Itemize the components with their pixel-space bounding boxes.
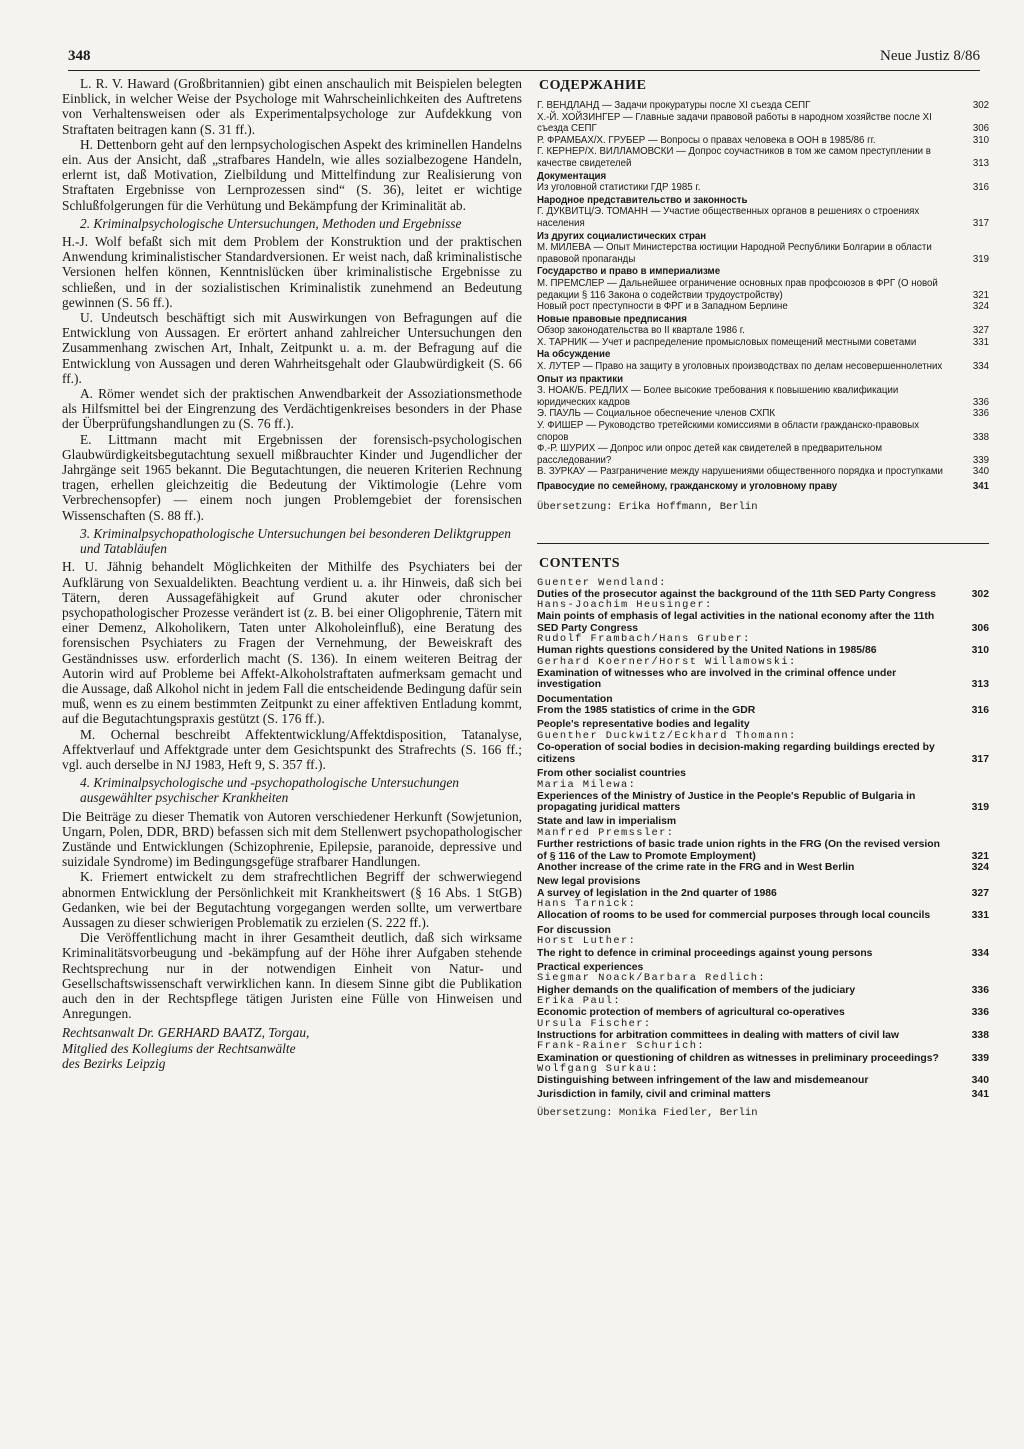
toc-entry-page: 340 xyxy=(971,1075,989,1087)
toc-entry-page: 336 xyxy=(971,1007,989,1019)
toc-entry-title: Allocation of rooms to be used for commercial purposes through local councils xyxy=(537,910,931,922)
toc-category: Practical experiences xyxy=(537,961,644,973)
toc-entry-page: 313 xyxy=(971,679,989,691)
toc-entry xyxy=(537,611,989,634)
section-heading-4: 4. Kriminalpsychologische und -psychopathologische Untersuchungen ausgewählter psychischer Krankheiten xyxy=(80,775,459,806)
toc-entry-page: 339 xyxy=(972,454,989,466)
toc-entry xyxy=(537,791,989,814)
toc-entry xyxy=(537,361,989,373)
toc-entry-page: 324 xyxy=(972,301,989,313)
toc-author: Wolfgang Surkau: xyxy=(537,1062,660,1075)
toc-entry xyxy=(537,182,989,194)
toc-category: Государство и право в империализме xyxy=(537,266,721,278)
toc-entry xyxy=(537,408,989,420)
toc-entry xyxy=(537,206,989,229)
toc-category: For discussion xyxy=(537,924,611,936)
toc-entry xyxy=(537,112,989,135)
toc-entry-page: 338 xyxy=(972,431,989,443)
toc-entry-title: The right to defence in criminal proceedings against young persons xyxy=(537,947,873,959)
toc-entry xyxy=(537,301,989,313)
paragraph: L. R. V. Haward (Großbritannien) gibt einen anschaulich mit Beispielen belegten Einblick, in welcher Weise der Psychologe mit Wahrscheinlichkeiten des Auftretens von Verhaltensweisen oder als Experimentalpsychologe zur Aufdekkung von Straftaten beitragen kann (S. 31 ff.). xyxy=(62,76,522,137)
toc-entry xyxy=(537,668,989,691)
toc-entry-title: Х. ТАРНИК — Учет и распределение промысловых помещений местными советами xyxy=(537,336,917,348)
section-1-body xyxy=(62,76,522,213)
toc-entry-page: 340 xyxy=(972,466,989,478)
toc-entry xyxy=(537,742,989,765)
toc-entry-page: 316 xyxy=(972,182,989,194)
toc-entry-title: Another increase of the crime rate in the FRG and in West Berlin xyxy=(537,861,855,873)
toc-entry-title: Ф.-Р. ШУРИХ — Допрос или опрос детей как свидетелей в предварительном расследовании? xyxy=(537,443,882,466)
toc-entry xyxy=(537,1007,989,1018)
paragraph: H.-J. Wolf befaßt sich mit dem Problem der Konstruktion und der praktischen Anwendung kriminalistischer Standardversionen. Er weist nach, daß kriminalistische Versionen helfen können, Kenntnislücken über kriminalistische Ergebnisse zu schließen, und in der sozialistischen Kriminalistik zunehmend an Bedeutung gewinnen (S. 56 ff.). xyxy=(62,234,522,310)
toc-entry xyxy=(537,481,989,493)
toc-entry-title: Examination of witnesses who are involved in the criminal offence under investigation xyxy=(537,667,897,691)
toc-entry-page: 336 xyxy=(972,396,989,408)
toc-entry-title: Further restrictions of basic trade union rights in the FRG (On the revised version of § 116 of the Law to Promote Employment) xyxy=(537,839,940,862)
toc-entry-page: 336 xyxy=(972,408,989,420)
toc-entry-page: 336 xyxy=(971,984,989,996)
toc-entry-title: From the 1985 statistics of crime in the GDR xyxy=(537,705,756,717)
toc-category: Документация xyxy=(537,170,607,182)
journal-title: Neue Justiz 8/86 xyxy=(880,48,980,64)
toc-entry-title: Обзор законодательства во II квартале 1986 г. xyxy=(537,325,745,337)
toc-category: На обсуждение xyxy=(537,349,611,361)
toc-entry xyxy=(537,862,989,873)
section-3-body xyxy=(62,559,522,772)
toc-category: Из других социалистических стран xyxy=(537,230,707,242)
toc-entry-title: A survey of legislation in the 2nd quarter of 1986 xyxy=(537,887,777,899)
toc-entry-page: 310 xyxy=(971,645,989,657)
paragraph: U. Undeutsch beschäftigt sich mit Auswirkungen von Befragungen auf die Entwicklung von Aussagen. Er erörtert anhand zahlreicher Untersuchungen den Zusammenhang zwischen Art, Inhalt, Zeitpunkt u. a. m. der Befragung auf die Entwicklung von Aussagen und deren Wahrheitsgehalt oder Glaubwürdigkeit (S. 66 ff.). xyxy=(62,310,522,386)
toc-entry-page: 327 xyxy=(971,887,989,899)
toc-entry xyxy=(537,705,989,716)
toc-author: Guenther Duckwitz/Eckhard Thomann: xyxy=(537,730,797,743)
toc-entry-title: Из уголовной статистики ГДР 1985 г. xyxy=(537,182,701,194)
toc-ru-translation: Übersetzung: Erika Hoffmann, Berlin xyxy=(537,500,758,513)
toc-author: Hans-Joachim Heusinger: xyxy=(537,599,713,612)
author-signature xyxy=(62,1025,522,1071)
toc-entry-page: 324 xyxy=(971,861,989,873)
toc-entry-page: 319 xyxy=(972,253,989,265)
toc-author: Guenter Wendland: xyxy=(537,576,667,589)
toc-category: Народное представительство и законность xyxy=(537,194,748,206)
toc-entry-page: 327 xyxy=(972,325,989,337)
toc-author: Hans Tarnick: xyxy=(537,898,637,911)
toc-entry-title: Main points of emphasis of legal activities in the national economy after the 11th SED Party Congress xyxy=(537,611,935,634)
toc-entry-title: Х. ЛУТЕР — Право на защиту в уголовных производствах по делам несовершеннолетних xyxy=(537,361,943,373)
toc-entry-page: 321 xyxy=(971,850,989,862)
toc-author: Erika Paul: xyxy=(537,995,621,1008)
toc-entry-title: З. НОАК/Б. РЕДЛИХ — Более высокие требования к повышению квалификации юридических кадров xyxy=(537,385,899,408)
toc-entry xyxy=(537,466,989,478)
toc-entry-title: В. ЗУРКАУ — Разграничение между нарушениями общественного порядка и проступками xyxy=(537,466,943,478)
toc-en-translation: Übersetzung: Monika Fiedler, Berlin xyxy=(537,1106,758,1119)
toc-entry xyxy=(537,420,989,443)
toc-author: Horst Luther: xyxy=(537,935,637,948)
toc-entry xyxy=(537,325,989,337)
toc-entry-page: 302 xyxy=(971,588,989,600)
toc-entry-title: Duties of the prosecutor against the background of the 11th SED Party Congress xyxy=(537,588,936,600)
section-divider xyxy=(537,543,989,544)
toc-entry xyxy=(537,135,989,147)
signature-line: Mitglied des Kollegiums der Rechtsanwälte xyxy=(62,1040,296,1056)
toc-en-title: CONTENTS xyxy=(539,555,621,571)
toc-author: Siegmar Noack/Barbara Redlich: xyxy=(537,972,767,985)
toc-entry-page: 331 xyxy=(972,336,989,348)
toc-entry-page: 341 xyxy=(972,481,989,492)
section-4-body xyxy=(62,809,522,1022)
paragraph: K. Friemert entwickelt zu dem strafrechtlichen Begriff der schwerwiegend abnormen Entwicklung der Persönlichkeit mit Krankheitswert (§ 16 Abs. 1 StGB) Gedanken, wie bei der Begutachtung vorgegangen werden sollte, um verwertbare Aussagen zu dieser schwierigen Problematik zu erzielen (S. 222 ff.). xyxy=(62,869,522,930)
toc-entry-page: 319 xyxy=(971,802,989,814)
toc-category: Опыт из практики xyxy=(537,373,624,385)
section-heading-3: 3. Kriminalpsychopathologische Untersuchungen bei besonderen Deliktgruppen und Tatabläufen xyxy=(80,525,511,557)
toc-entry-title: Э. ПАУЛЬ — Социальное обеспечение членов СХПК xyxy=(537,408,776,420)
toc-entry-page: 317 xyxy=(972,217,989,229)
toc-author: Maria Milewa: xyxy=(537,778,637,791)
toc-entry xyxy=(537,645,989,656)
toc-entry-page: 339 xyxy=(971,1052,989,1064)
toc-entry-title: Г. ДУКВИТЦ/Э. ТОМАНН — Участие общественных органов в решениях о строениях населения xyxy=(537,206,920,229)
toc-category: Documentation xyxy=(537,693,613,705)
page-number: 348 xyxy=(68,48,91,64)
toc-entry-title: Economic protection of members of agricultural co-operatives xyxy=(537,1007,845,1019)
toc-entry xyxy=(537,948,989,959)
toc-entry-page: 306 xyxy=(971,622,989,634)
paragraph: H. Dettenborn geht auf den lernpsychologischen Aspekt des kriminellen Handelns ein. Aus der Ansicht, daß „strafbares Handeln, wie alles sozialbezogene Handeln, erlernt ist, daß Motivation, Zielbildung und Mittelfindung zur Realisierung von Straftaten Ergebnisse von Lernprozessen sind“ (S. 36), leitet er wichtige Schlußfolgerungen für die Verhütung und Bekämpfung der Kriminalität ab. xyxy=(62,136,522,213)
toc-entry-title: М. ПРЕМСЛЕР — Дальнейшее ограничение основных прав профсоюзов в ФРГ (О новой редакции § 116 Закона о содействии трудоустройству) xyxy=(537,277,938,301)
toc-en-list xyxy=(537,578,989,1101)
toc-category: People's representative bodies and legality xyxy=(537,719,750,731)
toc-entry xyxy=(537,839,989,862)
article-column xyxy=(62,76,522,1071)
toc-ru-title: СОДЕРЖАНИЕ xyxy=(539,78,647,93)
paragraph: Die Veröffentlichung macht in ihrer Gesamtheit deutlich, daß sich wirksame Kriminalitätsvorbeugung und -bekämpfung auf der Höhe ihrer Aufgaben stehende Rechtsprechung nur in der notwendigen Einheit von Natur- und Gesellschaftswissenschaft verwirklichen kann. In diesem Sinne gibt die Publikation auch den in der Rechtspflege tätigen Juristen eine Fülle von Hinweisen und Anregungen. xyxy=(62,930,522,1022)
toc-entry xyxy=(537,1075,989,1086)
toc-entry-title: Г. ВЕНДЛАНД — Задачи прокуратуры после XI съезда СЕПГ xyxy=(537,100,811,111)
toc-entry xyxy=(537,1089,989,1100)
toc-category: From other socialist countries xyxy=(537,767,686,779)
toc-entry-page: 338 xyxy=(971,1029,989,1041)
toc-entry-title: Правосудие по семейному, гражданскому и уголовному праву xyxy=(537,481,838,492)
toc-entry-title: Distinguishing between infringement of the law and misdemeanour xyxy=(537,1075,869,1087)
toc-author: Gerhard Koerner/Horst Willamowski: xyxy=(537,655,797,668)
toc-entry-title: Co-operation of social bodies in decision-making regarding buildings erected by citizens xyxy=(537,742,935,765)
toc-entry xyxy=(537,278,989,301)
toc-entry xyxy=(537,146,989,169)
contents-column xyxy=(537,76,989,1119)
toc-author: Manfred Premssler: xyxy=(537,827,675,840)
toc-entry-title: Higher demands on the qualification of members of the judiciary xyxy=(537,984,856,996)
toc-entry-page: 316 xyxy=(971,705,989,717)
toc-entry xyxy=(537,910,989,921)
toc-entry xyxy=(537,337,989,349)
paragraph: E. Littmann macht mit Ergebnissen der forensisch-psychologischen Glaubwürdigkeitsbegutachtung sexuell mißbrauchter Kinder und Jugendlicher der Jahrgänge seit 1965 bekannt. Die Begutachtungen, die neueren Kriterien Rechnung tragen, erhellen gleichzeitig die Bedeutung der Viktimologie (Lehre vom Verbrechensopfer) — einem noch jungen Problemgebiet der forensischen Wissenschaften (S. 88 ff.). xyxy=(62,431,522,523)
toc-entry-title: Examination or questioning of children as witnesses in preliminary proceedings? xyxy=(537,1052,939,1064)
toc-author: Rudolf Frambach/Hans Gruber: xyxy=(537,633,751,646)
toc-entry-title: Г. КЕРНЕР/Х. ВИЛЛАМОВСКИ — Допрос соучастников в том же самом преступлении в качестве свидетелей xyxy=(537,146,931,169)
toc-entry xyxy=(537,443,989,466)
toc-entry-page: 334 xyxy=(972,361,989,373)
paragraph: Die Beiträge zu dieser Thematik von Autoren verschiedener Herkunft (Sowjetunion, Ungarn, Polen, DDR, BRD) befassen sich mit dem Stellenwert psychopathologischer Zustände und Entwicklungen (Schizophrenie, Epilepsie, paranoide, depressive und suizidale Syndrome) im Bedingungsgefüge strafbarer Handlungen. xyxy=(62,808,522,870)
section-2-body xyxy=(62,234,522,523)
toc-category: New legal provisions xyxy=(537,876,641,888)
signature-line: Rechtsanwalt Dr. GERHARD BAATZ, Torgau, xyxy=(62,1025,310,1041)
toc-entry xyxy=(537,242,989,265)
paragraph: M. Ochernal beschreibt Affektentwicklung/Affektdisposition, Tatanalyse, Affektverlauf und Affektgrade unter dem Gesichtspunkt des Strafrechts (S. 166 ff.; vgl. auch derselbe in NJ 1983, Heft 9, S. 357 ff.). xyxy=(62,726,522,772)
toc-entry-title: Jurisdiction in family, civil and criminal matters xyxy=(537,1089,771,1101)
toc-entry-page: 321 xyxy=(972,289,989,301)
toc-entry xyxy=(537,385,989,408)
toc-entry-title: Новый рост преступности в ФРГ и в Западном Берлине xyxy=(537,301,788,313)
paragraph: A. Römer wendet sich der praktischen Anwendbarkeit der Assoziationsmethode als Hilfsmittel bei der Eingrenzung des Verdächtigenkreises besonders in der Phase der Überprüfungshandlungen zu (S. 76 ff.). xyxy=(62,386,522,432)
toc-category: State and law in imperialism xyxy=(537,816,677,828)
toc-entry-title: Experiences of the Ministry of Justice in the People's Republic of Bulgaria in propagating juridical matters xyxy=(537,790,916,814)
toc-entry-page: 306 xyxy=(972,123,989,135)
toc-author: Frank-Rainer Schurich: xyxy=(537,1040,705,1053)
toc-entry-title: Instructions for arbitration committees in dealing with matters of civil law xyxy=(537,1029,900,1041)
toc-entry-title: М. МИЛЕВА — Опыт Министерства юстиции Народной Республики Болгарии в области правовой пропаганды xyxy=(537,242,932,265)
section-heading-2: 2. Kriminalpsychologische Untersuchungen, Methoden und Ergebnisse xyxy=(80,215,462,231)
toc-author: Ursula Fischer: xyxy=(537,1017,652,1030)
toc-entry-title: У. ФИШЕР — Руководство третейскими комиссиями в области гражданско-правовых споров xyxy=(537,420,920,443)
toc-entry-title: Р. ФРАМБАХ/Х. ГРУБЕР — Вопросы о правах человека в ООН в 1985/86 гг. xyxy=(537,134,876,146)
toc-entry-page: 331 xyxy=(971,910,989,922)
toc-entry-page: 341 xyxy=(971,1089,989,1101)
toc-entry-page: 302 xyxy=(972,100,989,111)
toc-ru-list xyxy=(537,100,989,493)
paragraph: H. U. Jähnig behandelt Möglichkeiten der Mithilfe des Psychiaters bei der Aufklärung von Sexualdelikten. Beachtung verdient u. a. ihr Hinweis, daß sich bei Tätern, deren Aussagefähigkeit auf Grund akuter oder chronischer psychopathologischer Prozesse verändert ist (z. B. bei einer Oligophrenie, Tätern mit einer Demenz, Alkoholikern, Taten unter Alkoholeinfluß), eine Beratung des forensischen Psychiaters zu Fragen der Vernehmung, der Beweiskraft des Geständnisses usw. erforderlich macht (S. 136). In einem weiteren Beitrag der Autorin wird auf Probleme bei Affekt-Alkoholstraftaten aufmerksam gemacht und die Aussage, daß Alkohol nicht in jedem Fall die entscheidende Bedingung dafür sein muß, wenn es zu einem bestimmten Zeitpunkt zu einer affektiven Entladung kommt, auf die Begutachtungspraxis gestützt (S. 176 ff.). xyxy=(62,559,522,727)
toc-entry-page: 310 xyxy=(972,134,989,146)
toc-entry-title: Human rights questions considered by the United Nations in 1985/86 xyxy=(537,645,877,657)
toc-entry-page: 317 xyxy=(971,753,989,765)
toc-entry-title: Х.-Й. ХОЙЗИНГЕР — Главные задачи правовой работы в народном хозяйстве после XI съезда СЕПГ xyxy=(537,111,932,135)
toc-category: Новые правовые предписания xyxy=(537,313,687,325)
toc-entry-page: 313 xyxy=(972,157,989,169)
header-rule xyxy=(68,70,980,71)
toc-entry xyxy=(537,100,989,112)
signature-line: des Bezirks Leipzig xyxy=(62,1055,166,1071)
toc-entry-page: 334 xyxy=(971,947,989,959)
